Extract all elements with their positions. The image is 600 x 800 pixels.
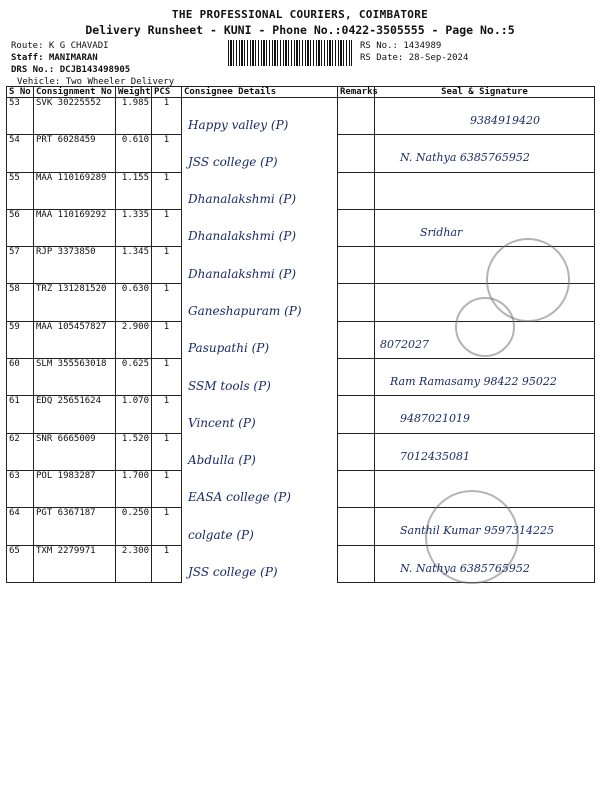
row-consignment-no: POL 1983287 [34, 470, 116, 507]
row-pcs: 1 [152, 284, 182, 321]
row-pcs: 1 [152, 359, 182, 396]
row-sno: 57 [7, 247, 34, 284]
row-consignment-no: TXM 2279971 [34, 545, 116, 582]
vehicle-label: Vehicle: Two Wheeler Delivery [17, 77, 175, 87]
row-pcs: 1 [152, 470, 182, 507]
row-weight: 1.155 [116, 172, 152, 209]
row-signature: 7012435081 [400, 449, 470, 463]
row-consignee-cell [182, 135, 338, 172]
col-weight: Weight [116, 87, 152, 98]
row-pcs: 1 [152, 209, 182, 246]
row-signature: Ram Ramasamy 98422 95022 [390, 375, 557, 389]
row-consignee-cell [182, 359, 338, 396]
row-consignee: Dhanalakshmi (P) [188, 266, 297, 281]
row-sno: 56 [7, 209, 34, 246]
col-consignment: Consignment No [34, 87, 116, 98]
row-remarks [338, 470, 375, 507]
row-consignee: SSM tools (P) [188, 378, 271, 393]
seal-stamp [455, 297, 515, 357]
row-sno: 59 [7, 321, 34, 358]
company-title: THE PROFESSIONAL COURIERS, COIMBATORE [171, 8, 429, 21]
table-row [7, 470, 595, 507]
row-sno: 58 [7, 284, 34, 321]
row-consignment-no: SNR 6665009 [34, 433, 116, 470]
row-weight: 2.900 [116, 321, 152, 358]
col-pcs: PCS [152, 87, 182, 98]
row-pcs: 1 [152, 172, 182, 209]
row-weight: 2.300 [116, 545, 152, 582]
staff-label: Staff: MANIMARAN [11, 53, 98, 63]
row-weight: 0.630 [116, 284, 152, 321]
row-consignee: EASA college (P) [188, 490, 291, 505]
row-pcs: 1 [152, 247, 182, 284]
row-remarks [338, 359, 375, 396]
row-consignment-no: EDQ 25651624 [34, 396, 116, 433]
row-consignee-cell [182, 98, 338, 135]
row-sno: 55 [7, 172, 34, 209]
row-consignee-cell [182, 209, 338, 246]
row-remarks [338, 135, 375, 172]
row-sno: 62 [7, 433, 34, 470]
rs-number: RS No.: 1434989 [360, 41, 442, 51]
row-signature: 8072027 [380, 337, 429, 351]
table-row [7, 209, 595, 246]
row-signature: 9487021019 [400, 412, 470, 426]
row-sno: 63 [7, 470, 34, 507]
row-remarks [338, 98, 375, 135]
row-consignment-no: PGT 6367187 [34, 508, 116, 545]
row-consignee: colgate (P) [188, 527, 254, 542]
row-remarks [338, 209, 375, 246]
row-pcs: 1 [152, 396, 182, 433]
row-weight: 1.520 [116, 433, 152, 470]
table-row [7, 433, 595, 470]
col-consignee: Consignee Details [182, 87, 338, 98]
route-info [11, 40, 174, 88]
row-consignment-no: SVK 30225552 [34, 98, 116, 135]
row-consignment-no: MAA 105457827 [34, 321, 116, 358]
row-consignment-no: PRT 6028459 [34, 135, 116, 172]
row-signature: Santhil Kumar 9597314225 [400, 524, 555, 538]
table-row [7, 172, 595, 209]
row-consignee-cell [182, 247, 338, 284]
row-consignee-cell [182, 321, 338, 358]
row-pcs: 1 [152, 98, 182, 135]
row-consignee: Pasupathi (P) [188, 341, 270, 356]
barcode [228, 40, 352, 66]
row-consignee: Abdulla (P) [188, 453, 256, 468]
row-weight: 1.345 [116, 247, 152, 284]
row-pcs: 1 [152, 545, 182, 582]
row-consignee-cell [182, 396, 338, 433]
row-consignee-cell [182, 172, 338, 209]
row-consignee: Dhanalakshmi (P) [188, 229, 297, 244]
row-weight: 1.335 [116, 209, 152, 246]
row-consignee: Ganeshapuram (P) [188, 303, 302, 318]
row-weight: 1.985 [116, 98, 152, 135]
document-header [0, 8, 600, 37]
col-remarks: Remarks [338, 87, 375, 98]
row-weight: 1.070 [116, 396, 152, 433]
row-consignee-cell [182, 284, 338, 321]
row-signature: N. Nathya 6385765952 [400, 561, 530, 575]
drs-label: DRS No.: DCJB143498905 [11, 65, 131, 75]
row-consignee: Vincent (P) [188, 415, 256, 430]
row-consignee-cell [182, 433, 338, 470]
row-signature: N. Nathya 6385765952 [400, 151, 530, 165]
row-consignee: Happy valley (P) [188, 118, 289, 132]
row-weight: 1.700 [116, 470, 152, 507]
row-weight: 0.250 [116, 508, 152, 545]
table-header-row [7, 87, 595, 98]
row-sno: 65 [7, 545, 34, 582]
row-consignment-no: RJP 3373850 [34, 247, 116, 284]
row-weight: 0.625 [116, 359, 152, 396]
row-consignee: JSS college (P) [188, 154, 278, 169]
row-consignee: JSS college (P) [188, 565, 278, 580]
row-remarks [338, 545, 375, 582]
row-consignee-cell [182, 470, 338, 507]
row-remarks [338, 247, 375, 284]
row-sno: 60 [7, 359, 34, 396]
rs-date: RS Date: 28-Sep-2024 [360, 53, 469, 63]
row-pcs: 1 [152, 508, 182, 545]
row-consignment-no: MAA 110169289 [34, 172, 116, 209]
row-remarks [338, 172, 375, 209]
row-remarks [338, 396, 375, 433]
row-remarks [338, 508, 375, 545]
route-label: Route: K G CHAVADI [11, 41, 109, 51]
row-sno: 64 [7, 508, 34, 545]
row-consignee: Dhanalakshmi (P) [188, 192, 297, 207]
row-sno: 53 [7, 98, 34, 135]
table-row [7, 396, 595, 433]
row-sno: 54 [7, 135, 34, 172]
row-remarks [338, 433, 375, 470]
row-consignment-no: TRZ 131281520 [34, 284, 116, 321]
row-consignee-cell [182, 508, 338, 545]
row-consignment-no: SLM 355563018 [34, 359, 116, 396]
row-pcs: 1 [152, 321, 182, 358]
rs-info [360, 40, 468, 64]
row-pcs: 1 [152, 433, 182, 470]
row-signature: 9384919420 [470, 114, 540, 127]
row-weight: 0.610 [116, 135, 152, 172]
row-consignee-cell [182, 545, 338, 582]
row-pcs: 1 [152, 135, 182, 172]
runsheet-subtitle: Delivery Runsheet - KUNI - Phone No.:0422-3505555 - Page No.:5 [85, 23, 515, 37]
row-signature-cell [375, 172, 595, 209]
row-sno: 61 [7, 396, 34, 433]
row-remarks [338, 284, 375, 321]
row-signature-cell [375, 209, 595, 246]
row-remarks [338, 321, 375, 358]
row-consignment-no: MAA 110169292 [34, 209, 116, 246]
col-sno: S No [7, 87, 34, 98]
row-signature: Sridhar [420, 225, 463, 239]
col-signature: Seal & Signature [375, 87, 595, 98]
